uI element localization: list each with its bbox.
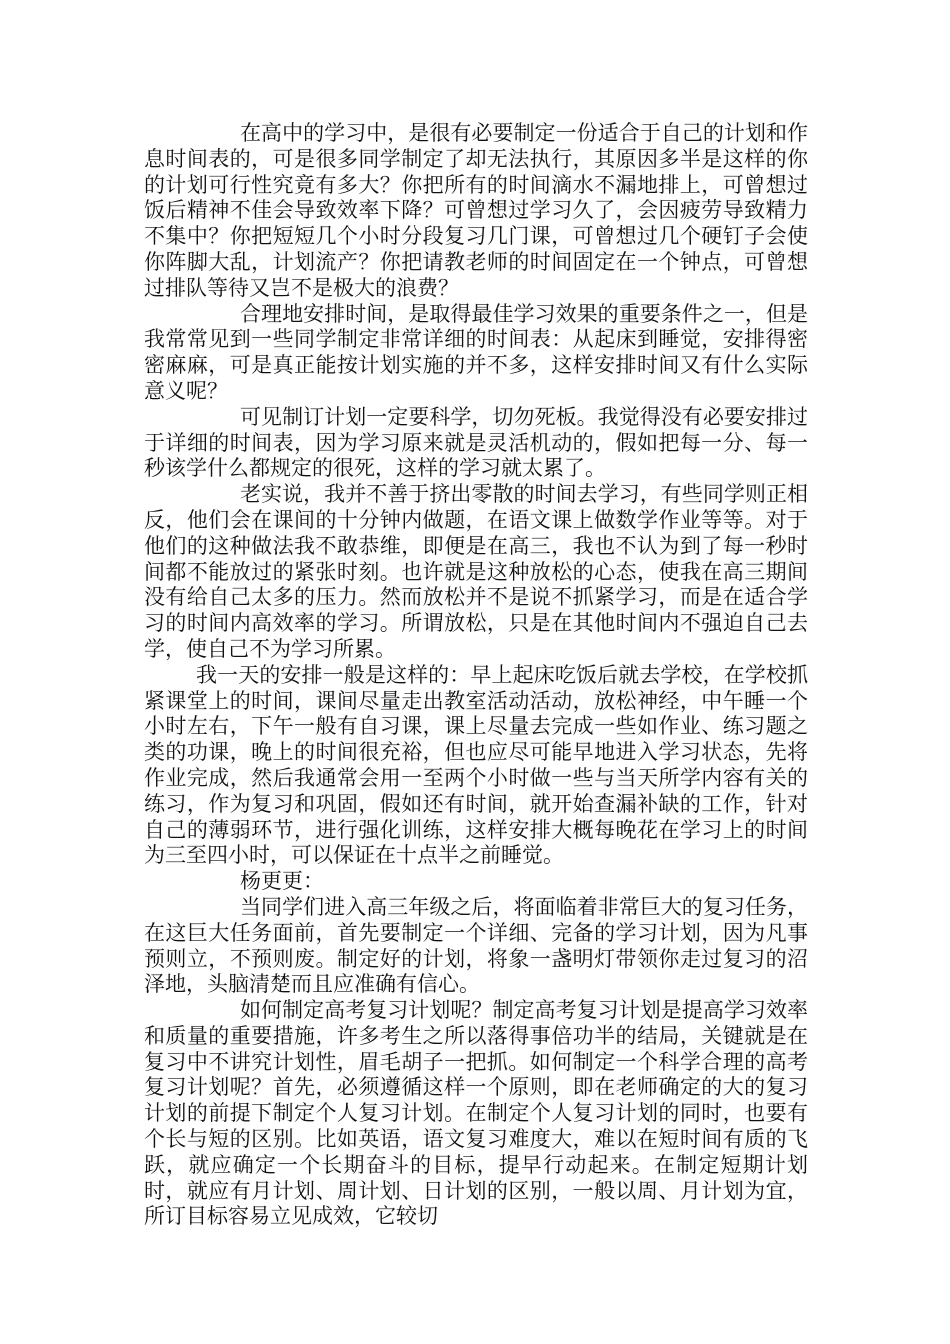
- paragraph-exam-review-plan: 如何制定高考复习计划呢？制定高考复习计划是提高学习效率和质量的重要措施，许多考生之所以落得事倍功半的结局，关键就是在复习中不讲究计划性，眉毛胡子一把抓。如何制定一个科学合理的高考复习计划呢？首先，必须遵循这样一个原则，即在老师确定的大的复习计划的前提下制定个人复习计划。在制定个人复习计划的同时，也要有个长与短的区别。比如英语，语文复习难度大，难以在短时间有质的飞跃，就应确定一个长期奋斗的目标，提早行动起来。在制定短期计划时，就应有月计划、周计划、日计划的区别，一般以周、月计划为宜，所订目标容易立见成效，它较切: [144, 998, 808, 1229]
- paragraph-senior-year-review: 当同学们进入高三年级之后，将面临着非常巨大的复习任务，在这巨大任务面前，首先要制定一个详细、完备的学习计划，因为凡事预则立，不预则废。制定好的计划，将象一盏明灯带领你走过复习的沼泽地，头脑清楚而且应准确有信心。: [144, 894, 808, 997]
- paragraph-daily-schedule: 我一天的安排一般是这样的：早上起床吃饭后就去学校，在学校抓紧课堂上的时间，课间尽量走出教室活动活动，放松神经，中午睡一个小时左右，下午一般有自习课，课上尽量去完成一些如作业、练习题之类的功课，晚上的时间很充裕，但也应尽可能早地进入学习状态，先将作业完成，然后我通常会用一至两个小时做一些与当天所学内容有关的练习，作为复习和巩固，假如还有时间，就开始查漏补缺的工作，针对自己的薄弱环节，进行强化训练，这样安排大概每晚花在学习上的时间为三至四小时，可以保证在十点半之前睡觉。: [144, 662, 808, 868]
- paragraph-relaxed-attitude: 老实说，我并不善于挤出零散的时间去学习，有些同学则正相反，他们会在课间的十分钟内做题，在语文课上做数学作业等等。对于他们的这种做法我不敢恭维，即便是在高三，我也不认为到了每一秒时间都不能放过的紧张时刻。也许就是这种放松的心态，使我在高三期间没有给自己太多的压力。然而放松并不是说不抓紧学习，而是在适合学习的时间内高效率的学习。所谓放松，只是在其他时间内不强迫自己去学，使自己不为学习所累。: [144, 482, 808, 661]
- paragraph-author-name: 杨更更：: [240, 869, 324, 894]
- paragraph-scientific-planning: 可见制订计划一定要科学，切勿死板。我觉得没有必要安排过于详细的时间表，因为学习原来就是灵活机动的，假如把每一分、每一秒该学什么都规定的很死，这样的学习就太累了。: [144, 404, 808, 481]
- paragraph-study-plan-feasibility: 在高中的学习中，是很有必要制定一份适合于自己的计划和作息时间表的，可是很多同学制定了却无法执行，其原因多半是这样的你的计划可行性究竟有多大？你把所有的时间滴水不漏地排上，可曾想过饭后精神不佳会导致效率下降？可曾想过学习久了，会因疲劳导致精力不集中？你把短短几个小时分段复习几门课，可曾想过几个硬钉子会使你阵脚大乱，计划流产？你把请教老师的时间固定在一个钟点，可曾想过排队等待又岂不是极大的浪费？: [144, 121, 808, 300]
- document-body: [144, 121, 808, 1230]
- paragraph-time-arrangement: 合理地安排时间，是取得最佳学习效果的重要条件之一，但是我常常见到一些同学制定非常详细的时间表：从起床到睡觉，安排得密密麻麻，可是真正能按计划实施的并不多，这样安排时间又有什么实际意义呢？: [144, 301, 808, 403]
